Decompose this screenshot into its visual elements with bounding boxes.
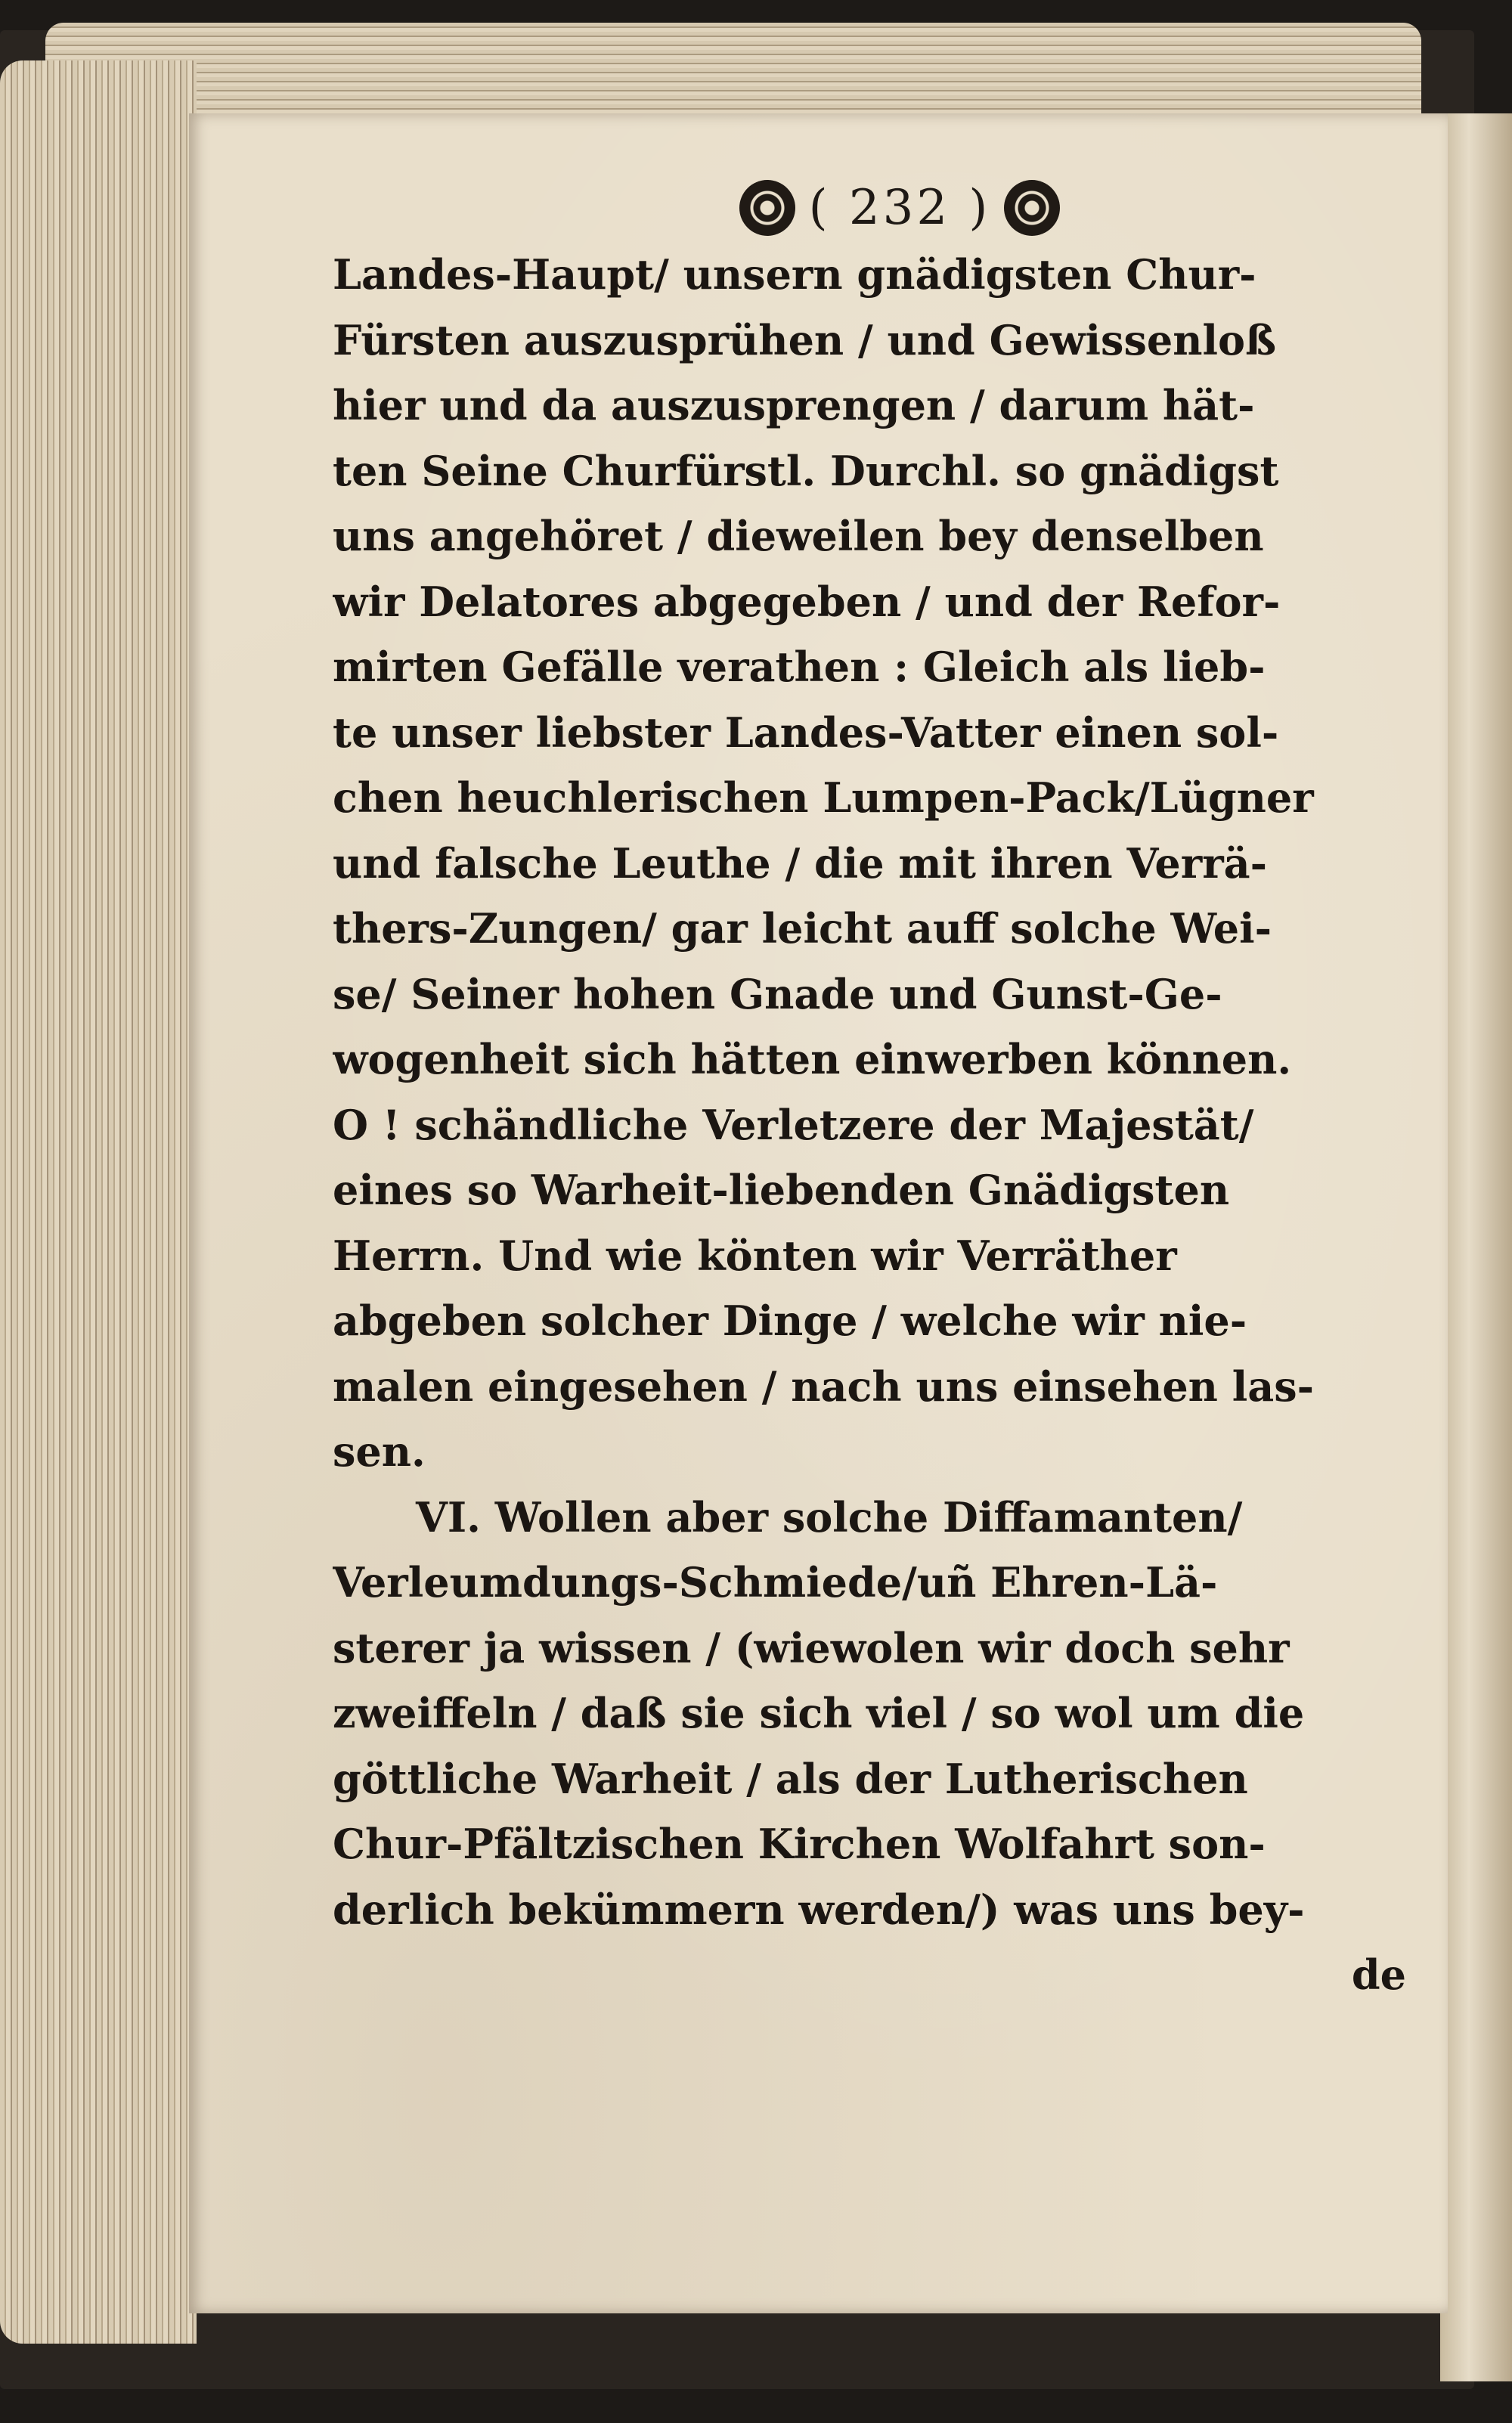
text-line: ten Seine Churfürstl. Durchl. so gnädigst [333, 446, 1279, 495]
text-line: Verleumdungs-Schmiede/uñ Ehren-Lä- [333, 1558, 1218, 1607]
page-text [333, 242, 1406, 2008]
section-heading-line: VI. Wollen aber solche Diffamanten/ [416, 1492, 1243, 1541]
facing-page-edge [1440, 113, 1512, 2381]
text-line: malen eingesehen / nach uns einsehen las- [333, 1362, 1315, 1411]
text-line: Herrn. Und wie könten wir Verräther [333, 1231, 1177, 1280]
text-line: sen. [333, 1427, 426, 1476]
text-line: O ! schändliche Verletzere der Majestät/ [333, 1100, 1254, 1149]
text-line: se/ Seiner hohen Gnade und Gunst-Ge- [333, 969, 1222, 1018]
text-line: te unser liebster Landes-Vatter einen sol- [333, 708, 1279, 757]
text-line: Chur-Pfältzischen Kirchen Wolfahrt son- [333, 1820, 1266, 1868]
page-stack-top-edge [45, 23, 1421, 121]
text-line: chen heuchlerischen Lumpen-Pack/Lügner [333, 773, 1314, 822]
page-stack-left-edge [0, 60, 197, 2344]
page-header [688, 166, 1111, 249]
text-line: Landes-Haupt/ unsern gnädigsten Chur- [333, 250, 1256, 299]
text-line: Fürsten auszusprühen / und Gewissenloß [333, 315, 1277, 364]
text-line: derlich bekümmern werden/) was uns bey- [333, 1885, 1305, 1934]
text-line: zweiffeln / daß sie sich viel / so wol um die [333, 1689, 1305, 1737]
text-line: göttliche Warheit / als der Lutherischen [333, 1754, 1248, 1803]
catchword: de [1351, 1950, 1406, 1999]
rosette-ornament-icon [739, 180, 795, 236]
text-line: sterer ja wissen / (wiewolen wir doch sehr [333, 1623, 1290, 1672]
text-line: hier und da auszusprengen / darum hät- [333, 381, 1255, 429]
text-line: thers-Zungen/ gar leicht auff solche Wei- [333, 904, 1272, 953]
rosette-ornament-icon [1004, 180, 1060, 236]
book-page [189, 113, 1448, 2313]
text-line: wogenheit sich hätten einwerben können. [333, 1035, 1292, 1083]
text-line: mirten Gefälle verathen : Gleich als lieb- [333, 643, 1266, 691]
text-line: abgeben solcher Dinge / welche wir nie- [333, 1297, 1247, 1345]
text-line: und falsche Leuthe / die mit ihren Verrä- [333, 838, 1268, 888]
text-line: eines so Warheit-liebenden Gnädigsten [333, 1166, 1230, 1214]
text-line: uns angehöret / dieweilen bey denselben [333, 512, 1264, 560]
page-number: ( 232 ) [808, 180, 991, 236]
text-line: wir Delatores abgegeben / und der Refor- [333, 577, 1281, 626]
